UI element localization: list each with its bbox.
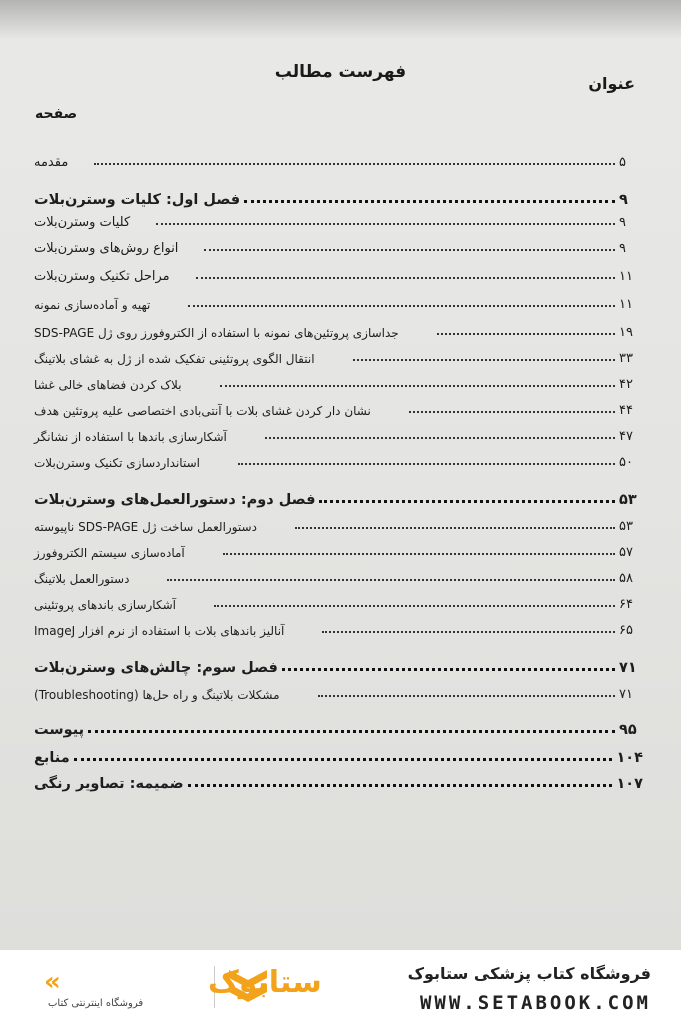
toc-entry-title: کلیات وسترن‌بلات [34, 215, 131, 230]
svg-text:ستابوک: ستابوک [208, 965, 322, 1000]
toc-entry-page: ۷۱ [619, 687, 633, 702]
dot-leader [214, 605, 615, 607]
toc-entry [30, 396, 643, 418]
toc-entry-page: ۴۷ [619, 429, 633, 444]
toc-entry [30, 590, 643, 612]
toc-entry-title: بلاک کردن فضاهای خالی غشا [34, 378, 182, 392]
toc-entry-page: ۹ [619, 215, 626, 230]
toc-entry-title: فصل دوم: دستورالعمل‌های وسترن‌بلات [34, 492, 316, 508]
toc-entry-page: ۱۰۴ [616, 750, 643, 766]
toc-entry-page: ۵۳ [619, 492, 637, 508]
dot-leader [188, 305, 615, 307]
store-url[interactable]: WWW.SETABOOK.COM [419, 992, 651, 1014]
dot-leader [238, 463, 615, 465]
toc-entry [30, 486, 643, 508]
toc-entry-title: استانداردسازی تکنیک وسترن‌بلات [34, 456, 200, 470]
toc-entry-page: ۵ [619, 155, 626, 170]
toc-entry-page: ۱۹ [619, 325, 633, 340]
toc-entry [30, 186, 643, 208]
toc-entry-page: ۴۴ [619, 403, 633, 418]
dot-leader [88, 730, 615, 733]
dot-leader [223, 553, 615, 555]
toc-entry-title: مقدمه [34, 155, 69, 170]
column-header-title: عنوان [588, 74, 635, 93]
toc-entry-title: دستورالعمل بلاتینگ [34, 572, 130, 586]
toc-entry-title: فصل سوم: چالش‌های وسترن‌بلات [34, 660, 278, 676]
toc-entry [30, 208, 643, 230]
toc-entry [30, 716, 643, 738]
toc-entry-title: آنالیز باندهای بلات با استفاده از نرم افزار ImageJ [34, 624, 285, 638]
dot-leader [156, 223, 615, 225]
toc-entry-title: آماده‌سازی سیستم الکتروفورز [34, 546, 185, 560]
toc-entry-page: ۴۲ [619, 377, 633, 392]
dot-leader [244, 200, 615, 203]
dot-leader [295, 527, 615, 529]
toc-entry [30, 422, 643, 444]
toc-entry [30, 290, 643, 312]
toc-entry [30, 262, 643, 284]
dot-leader [282, 668, 615, 671]
store-name: فروشگاه کتاب پزشکی ستابوک [407, 964, 651, 983]
dot-leader [167, 579, 615, 581]
toc-entry [30, 234, 643, 256]
dot-leader [318, 695, 615, 697]
toc-entry-page: ۹۵ [619, 722, 637, 738]
toc-entry [30, 344, 643, 366]
toc-entry-page: ۳۳ [619, 351, 633, 366]
toc-entry-page: ۵۳ [619, 519, 633, 534]
toc-entry-title: منابع [34, 750, 70, 766]
toc-entry-page: ۵۸ [619, 571, 633, 586]
svg-text:«: « [44, 967, 61, 997]
toc-entry-title: مراحل تکنیک وسترن‌بلات [34, 269, 170, 284]
toc-entry [30, 654, 643, 676]
toc-entry-page: ۶۵ [619, 623, 633, 638]
setabook-wordmark [40, 962, 322, 1000]
toc-entry [30, 680, 643, 702]
toc-entry-title: فصل اول: کلیات وسترن‌بلات [34, 192, 241, 208]
toc-entry-page: ۹ [619, 192, 628, 208]
dot-leader [322, 631, 615, 633]
toc-entry-title: جداسازی پروتئین‌های نمونه با استفاده از الکتروفورز روی ژل SDS-PAGE [34, 326, 399, 340]
dot-leader [319, 500, 615, 503]
dot-leader [265, 437, 615, 439]
toc-entry-page: ۷۱ [619, 660, 637, 676]
toc-entry-page: ۶۴ [619, 597, 633, 612]
toc-entry-page: ۱۱ [619, 297, 633, 312]
toc-entry-title: نشان دار کردن غشای بلات با آنتی‌بادی اختصاصی علیه پروتئین هدف [34, 404, 371, 418]
toc-entry-title: آشکارسازی باندهای پروتئینی [34, 598, 176, 612]
toc-entry [30, 538, 643, 560]
dot-leader [74, 758, 613, 761]
toc-entry [30, 564, 643, 586]
toc-entry-title: مشکلات بلاتینگ و راه حل‌ها (Troubleshooting) [34, 688, 280, 702]
column-header-page: صفحه [35, 106, 78, 122]
toc-entry [30, 370, 643, 392]
toc-entry-title: ضمیمه: تصاویر رنگی [34, 776, 184, 792]
page-shadow [0, 0, 681, 40]
toc-entry-title: پیوست [34, 722, 85, 738]
dot-leader [437, 333, 615, 335]
toc-entry-title: انتقال الگوی پروتئینی تفکیک شده از ژل به غشای بلاتینگ [34, 352, 315, 366]
toc-entry [30, 148, 643, 170]
toc-entry-page: ۱۰۷ [616, 776, 643, 792]
toc-entry [30, 318, 643, 340]
toc-entry [30, 512, 643, 534]
toc-entry-page: ۵۷ [619, 545, 633, 560]
toc-title: فهرست مطالب [274, 62, 407, 82]
toc-entry-page: ۱۱ [619, 269, 633, 284]
dot-leader [220, 385, 615, 387]
dot-leader [409, 411, 615, 413]
toc-entry [30, 770, 643, 792]
logo-subtitle: فروشگاه اینترنتی کتاب [48, 998, 144, 1009]
dot-leader [188, 784, 613, 787]
dot-leader [353, 359, 615, 361]
store-footer [0, 950, 681, 1024]
toc-entry-title: آشکارسازی باندها با استفاده از نشانگر [34, 430, 227, 444]
dot-leader [94, 163, 615, 165]
toc-entry [30, 744, 643, 766]
dot-leader [204, 249, 615, 251]
toc-entry-title: انواع روش‌های وسترن‌بلات [34, 241, 179, 256]
toc-entry-title: دستورالعمل ساخت ژل SDS-PAGE ناپیوسته [34, 520, 257, 534]
toc-entry [30, 448, 643, 470]
toc-entry-title: تهیه و آماده‌سازی نمونه [34, 298, 151, 312]
toc-entry [30, 616, 643, 638]
dot-leader [196, 277, 615, 279]
toc-entry-page: ۹ [619, 241, 626, 256]
toc-entry-page: ۵۰ [619, 455, 633, 470]
